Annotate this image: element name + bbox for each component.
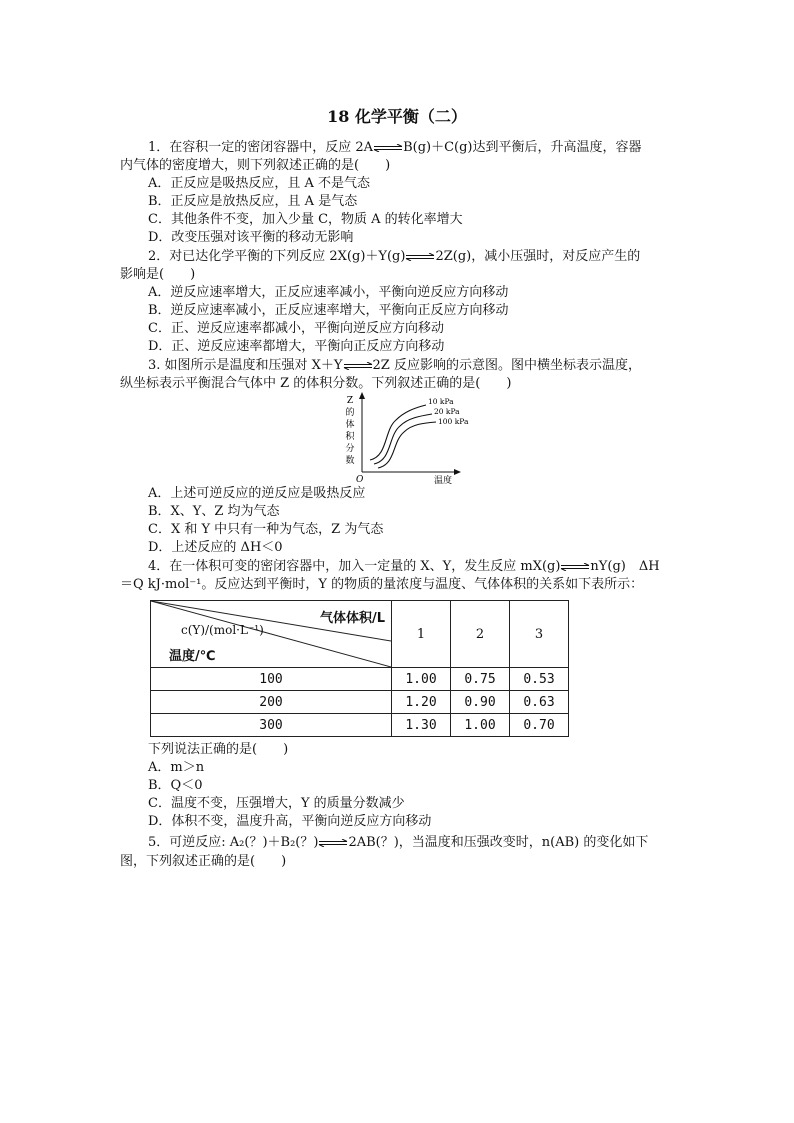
table-cell: 0.63	[510, 691, 569, 714]
figure-y-arrow	[359, 392, 365, 399]
q3-text-a: 3. 如图所示是温度和压强对 X＋Y	[148, 358, 343, 373]
q1-line2: 内气体的密度增大，则下列叙述正确的是( )	[120, 158, 391, 173]
q2-line1	[148, 248, 640, 265]
q3-option-d: D．上述反应的 ΔH＜0	[148, 540, 283, 555]
q2-text-a: 2．对已达化学平衡的下列反应 2X(g)＋Y(g)	[148, 249, 406, 264]
q4-option-a: A．m＞n	[148, 760, 205, 775]
q4-text-a: 4．在一体积可变的密闭容器中，加入一定量的 X、Y，发生反应 mX(g)	[148, 559, 561, 574]
q4-line2: ＝Q kJ·mol⁻¹。反应达到平衡时，Y 的物质的量浓度与温度、气体体积的关系如下表所示：	[120, 577, 644, 592]
equilibrium-arrow-icon	[318, 839, 348, 847]
figure-xlabel: 温度	[434, 476, 453, 485]
q2-option-c: C．正、逆反应速率都减小，平衡向逆反应方向移动	[148, 321, 444, 336]
figure-ylabel-3: 体	[345, 420, 355, 430]
q3-option-a: A．上述可逆反应的逆反应是吸热反应	[148, 486, 366, 501]
row-temperature: 200	[151, 691, 392, 714]
figure-ylabel-5: 分	[345, 444, 355, 454]
q2-option-d: D．正、逆反应速率都增大，平衡向正反应方向移动	[148, 339, 445, 354]
figure-ylabel-6: 数	[345, 456, 355, 466]
figure-ylabel-1: Z	[346, 396, 354, 406]
q2-line2: 影响是( )	[120, 267, 196, 282]
column-header: 1	[392, 601, 451, 668]
q4-data-table	[150, 600, 569, 737]
corner-label-volume: 气体体积/L	[319, 611, 385, 626]
equilibrium-arrow-icon	[405, 253, 435, 261]
corner-label-temperature: 温度/℃	[169, 649, 216, 664]
table-cell: 1.00	[451, 714, 510, 737]
figure-origin: O	[356, 475, 364, 485]
table-row	[151, 691, 569, 714]
table-corner-cell	[151, 601, 392, 668]
table-cell: 1.00	[392, 668, 451, 691]
curve-10kpa	[370, 405, 426, 460]
q4-line1	[148, 558, 660, 575]
q4-text-b: nY(g) ΔH	[590, 559, 660, 574]
q4-option-b: B．Q＜0	[148, 778, 203, 793]
equilibrium-arrow-icon	[343, 362, 373, 370]
q1-option-b: B．正反应是放热反应，且 A 是气态	[148, 194, 358, 209]
q3-text-b: 2Z 反应影响的示意图。图中横坐标表示温度，	[372, 358, 641, 373]
equilibrium-arrow-icon	[560, 563, 590, 571]
curve-20kpa	[374, 414, 432, 464]
q1-option-a: A．正反应是吸热反应，且 A 不是气态	[148, 176, 371, 191]
q5-line2: 图，下列叙述正确的是( )	[120, 854, 287, 869]
q3-line2: 纵坐标表示平衡混合气体中 Z 的体积分数。下列叙述正确的是( )	[120, 376, 512, 391]
table-cell: 0.70	[510, 714, 569, 737]
q1-option-d: D．改变压强对该平衡的移动无影响	[148, 230, 354, 245]
equilibrium-arrow-icon	[373, 144, 403, 152]
curve-label-20kpa: 20 kPa	[434, 407, 460, 416]
table-row	[151, 714, 569, 737]
q5-line1	[148, 834, 648, 851]
table-cell: 1.30	[392, 714, 451, 737]
q1-text-a: 1．在容积一定的密闭容器中，反应 2A	[148, 140, 374, 155]
curve-label-100kpa: 100 kPa	[438, 417, 469, 426]
curve-label-10kpa: 10 kPa	[428, 397, 454, 406]
table-cell: 0.90	[451, 691, 510, 714]
table-row	[151, 668, 569, 691]
q2-text-b: 2Z(g)，减小压强时，对反应产生的	[435, 249, 641, 264]
q3-option-c: C．X 和 Y 中只有一种为气态，Z 为气态	[148, 522, 384, 537]
page-title: 18 化学平衡（二）	[327, 107, 467, 126]
curve-100kpa	[378, 422, 436, 468]
q1-line1	[148, 139, 642, 156]
q1-text-b: B(g)＋C(g)达到平衡后，升高温度，容器	[403, 140, 642, 155]
q5-text-b: 2AB(？)，当温度和压强改变时，n(AB) 的变化如下	[348, 835, 649, 850]
q4-option-c: C．温度不变，压强增大，Y 的质量分数减少	[148, 796, 405, 811]
q2-option-b: B．逆反应速率减小，正反应速率增大，平衡向正反应方向移动	[148, 303, 509, 318]
q3-option-b: B．X、Y、Z 均为气态	[148, 504, 280, 519]
table-cell: 0.53	[510, 668, 569, 691]
figure-ylabel-2: 的	[345, 408, 355, 418]
q3-figure	[330, 390, 470, 485]
q4-option-d: D．体积不变，温度升高，平衡向逆反应方向移动	[148, 814, 432, 829]
table-cell: 1.20	[392, 691, 451, 714]
figure-x-arrow	[454, 469, 461, 475]
q1-option-c: C．其他条件不变，加入少量 C，物质 A 的转化率增大	[148, 212, 463, 227]
q2-option-a: A．逆反应速率增大，正反应速率减小，平衡向逆反应方向移动	[148, 285, 509, 300]
q4-after: 下列说法正确的是( )	[148, 742, 289, 757]
column-header: 3	[510, 601, 569, 668]
row-temperature: 100	[151, 668, 392, 691]
q5-text-a: 5．可逆反应: A₂(？)＋B₂(？)	[148, 835, 319, 850]
corner-label-concentration: c(Y)/(mol·L⁻¹)	[181, 623, 264, 637]
q3-line1	[148, 357, 641, 374]
table-header-row	[151, 601, 569, 668]
table-cell: 0.75	[451, 668, 510, 691]
row-temperature: 300	[151, 714, 392, 737]
column-header: 2	[451, 601, 510, 668]
figure-ylabel-4: 积	[345, 432, 355, 442]
